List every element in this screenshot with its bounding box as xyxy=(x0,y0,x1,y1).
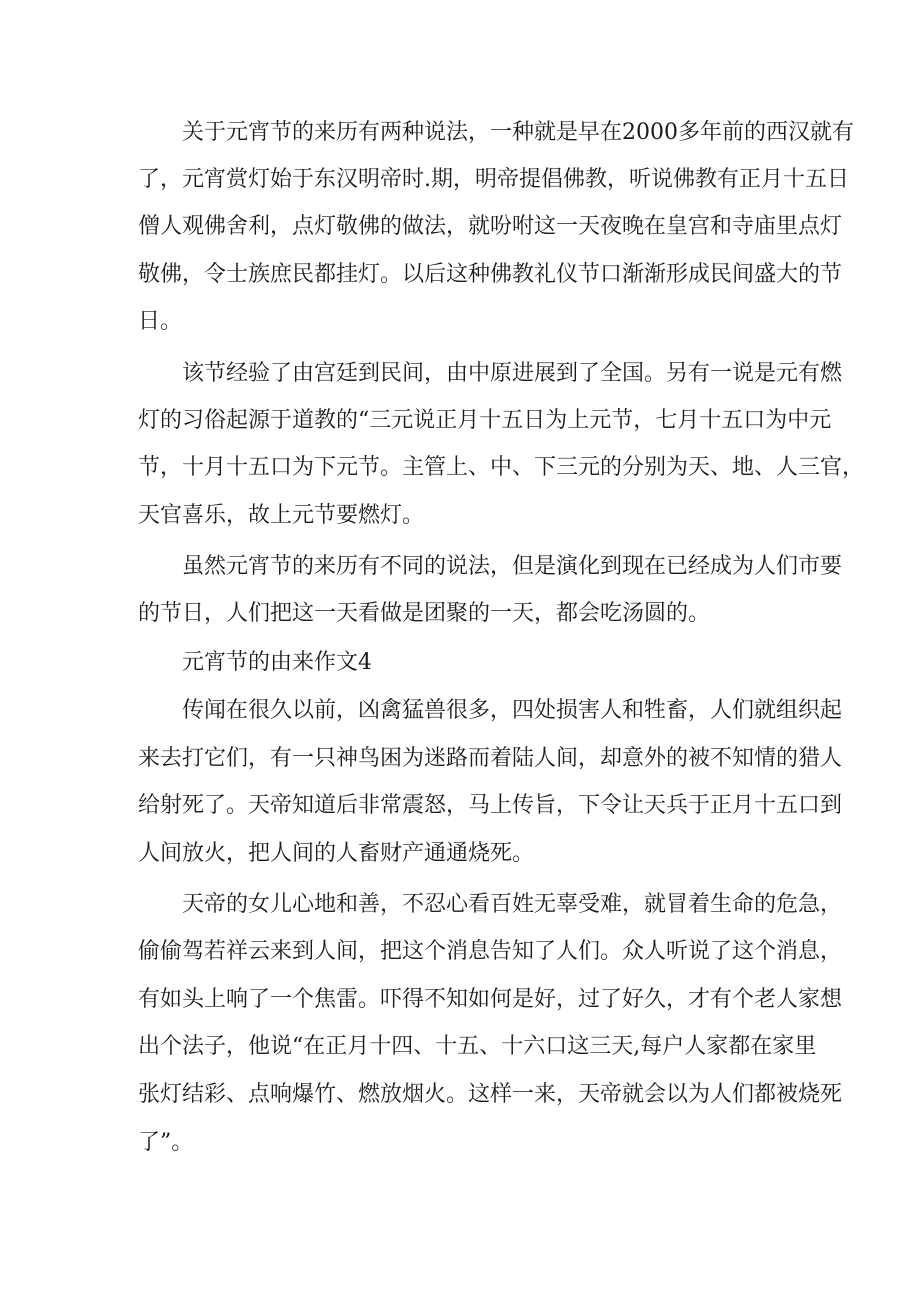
paragraph-3-line-1: 虽然元宵节的来历有不同的说法，但是演化到现在已经成为人们市要 xyxy=(182,554,843,579)
paragraph-1-line-4: 敬佛，令士族庶民都挂灯。以后这种佛教礼仪节口渐渐形成民间盛大的节 xyxy=(138,262,843,287)
paragraph-5-line-6: 了”。 xyxy=(138,1130,194,1155)
paragraph-5-line-5: 张灯结彩、点响爆竹、燃放烟火。这样一来，天帝就会以为人们都被烧死 xyxy=(138,1082,843,1107)
paragraph-2-line-1: 该节经验了由宫廷到民间，由中原进展到了全国。另有一说是元有燃 xyxy=(182,361,843,386)
paragraph-4-line-4: 人间放火，把人间的人畜财产通通烧死。 xyxy=(138,841,535,866)
paragraph-5-line-4: 出个法子，他说“在正月十四、十五、十六口这三天,每户人家都在家里 xyxy=(138,1034,817,1059)
paragraph-2-line-3: 节，十月十五口为下元节。主管上、中、下三元的分别为天、地、人三官， xyxy=(138,455,865,480)
paragraph-4-line-1: 传闻在很久以前，凶禽猛兽很多，四处损害人和牲畜，人们就组织起 xyxy=(182,698,843,723)
paragraph-1-line-1: 关于元宵节的来历有两种说法，一种就是早在2000多年前的西汉就有 xyxy=(182,120,854,145)
paragraph-1-line-5: 日。 xyxy=(138,309,183,334)
paragraph-1-line-2: 了，元宵赏灯始于东汉明帝时.期，明帝提倡佛教，听说佛教有正月十五日 xyxy=(138,167,849,192)
paragraph-3-line-2: 的节日，人们把这一天看做是团聚的一天，都会吃汤圆的。 xyxy=(138,601,711,626)
paragraph-4-line-2: 来去打它们，有一只神鸟困为迷路而着陆人间，却意外的被不知情的猎人 xyxy=(138,746,843,771)
paragraph-2-line-2: 灯的习俗起源于道教的“三元说正月十五日为上元节，七月十五口为中元 xyxy=(138,408,832,433)
paragraph-4-line-3: 给射死了。天帝知道后非常震怒，马上传旨，下令让天兵于正月十五口到 xyxy=(138,793,843,818)
paragraph-1-line-3: 僧人观佛舍利，点灯敬佛的做法，就吩咐这一天夜晚在皇宫和寺庙里点灯 xyxy=(138,214,843,239)
paragraph-5-line-1: 天帝的女儿心地和善，不忍心看百姓无辜受难，就冒着生命的危急， xyxy=(182,892,843,917)
paragraph-5-line-2: 偷偷驾若祥云来到人间，把这个消息告知了人们。众人听说了这个消息， xyxy=(138,939,843,964)
section-heading: 元宵节的由来作文4 xyxy=(182,650,372,675)
paragraph-5-line-3: 有如头上响了一个焦雷。吓得不知如何是好，过了好久，才有个老人家想 xyxy=(138,987,843,1012)
paragraph-2-line-4: 天官喜乐，故上元节要燃灯。 xyxy=(138,503,425,528)
